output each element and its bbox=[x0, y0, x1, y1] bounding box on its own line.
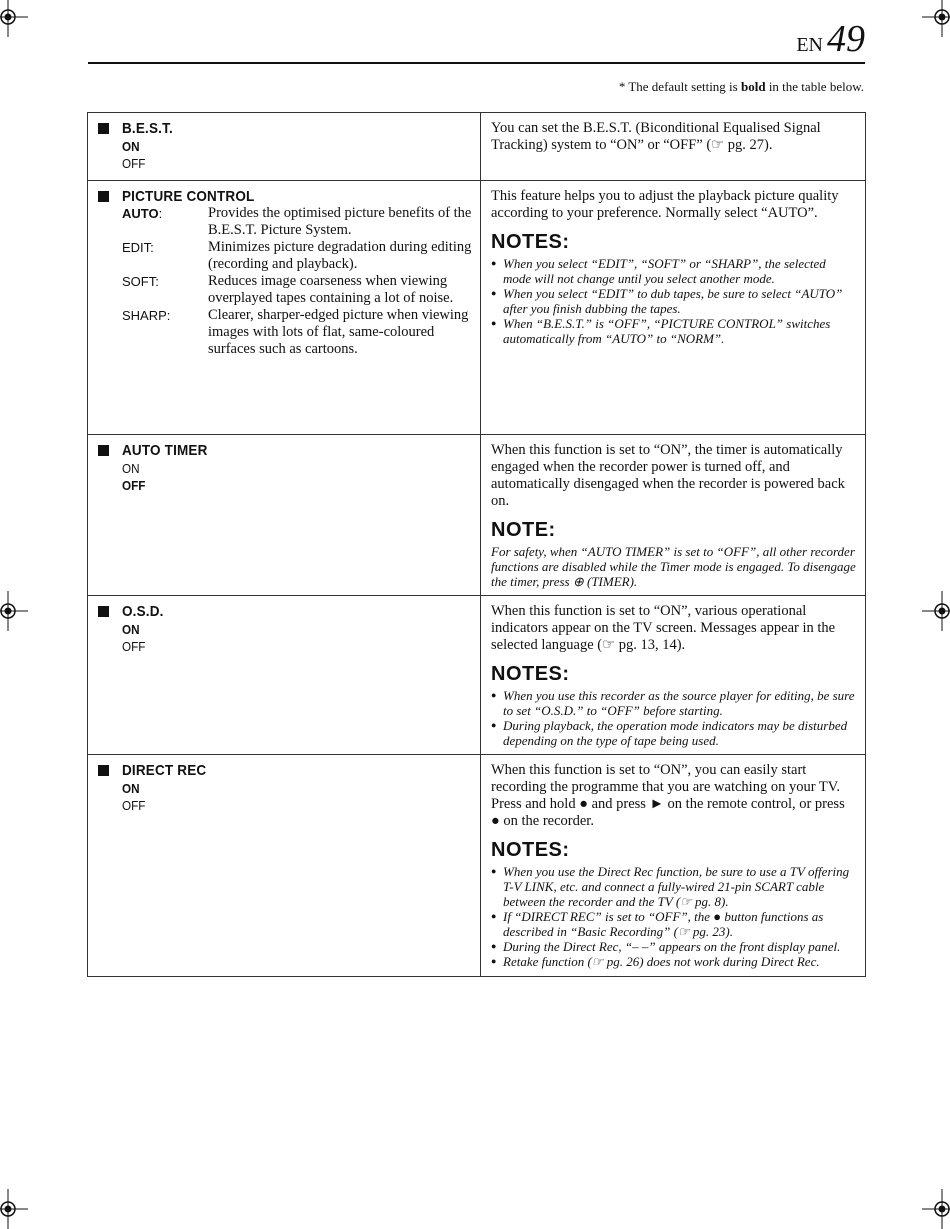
mode-description: Provides the optimised picture benefits of the B.E.S.T. Picture System. bbox=[208, 205, 472, 238]
setting-title: AUTO TIMER bbox=[122, 442, 208, 459]
setting-cell bbox=[88, 596, 481, 755]
default-setting-note bbox=[619, 79, 864, 95]
setting-description: You can set the B.E.S.T. (Biconditional Equalised Signal Tracking) system to “ON” or “OFF” (☞ pg. 27). bbox=[491, 120, 821, 153]
settings-table bbox=[87, 112, 866, 977]
setting-title: B.E.S.T. bbox=[122, 120, 173, 137]
table-row bbox=[88, 113, 866, 181]
page-number bbox=[796, 20, 865, 58]
option-item: ON bbox=[122, 461, 140, 476]
mode-description: Reduces image coarseness when viewing overplayed tapes containing a lot of noise. bbox=[208, 273, 454, 306]
notes-list bbox=[491, 864, 857, 969]
description-cell bbox=[481, 435, 866, 596]
registration-mark-bottom-right-icon bbox=[922, 1189, 950, 1229]
note-item: ● During playback, the operation mode indicators may be disturbed depending on the type of tape being used. bbox=[491, 718, 857, 748]
option-list bbox=[98, 138, 472, 172]
notes-list bbox=[491, 256, 857, 346]
setting-heading bbox=[98, 120, 472, 137]
default-note-bold: bold bbox=[740, 79, 766, 94]
note-item: ● When you select “EDIT”, “SOFT” or “SHARP”, the selected mode will not change until you select another mode. bbox=[491, 256, 857, 286]
option-item: ON bbox=[122, 781, 140, 796]
description-cell bbox=[481, 181, 866, 435]
option-item: OFF bbox=[122, 478, 146, 493]
mode-label: EDIT: bbox=[122, 240, 154, 255]
note-item: ● When you select “EDIT” to dub tapes, be sure to select “AUTO” after you finish dubbing the tapes. bbox=[491, 286, 857, 316]
option-item: OFF bbox=[122, 156, 146, 171]
mode-label bbox=[122, 205, 208, 239]
option-item: OFF bbox=[122, 639, 146, 654]
mode-label-name: AUTO bbox=[122, 206, 159, 221]
mode-description: Clearer, sharper-edged picture when viewing images with lots of flat, same-coloured surfaces such as cartoons. bbox=[208, 307, 469, 357]
note-paragraph: For safety, when “AUTO TIMER” is set to “OFF”, all other recorder functions are disabled while the Timer mode is engaged. To disengage the timer, press ⊕ (TIMER). bbox=[491, 544, 856, 589]
page-language: EN bbox=[796, 34, 823, 56]
header-rule bbox=[88, 62, 865, 64]
setting-heading bbox=[98, 442, 472, 459]
setting-title: O.S.D. bbox=[122, 603, 164, 620]
setting-heading bbox=[98, 188, 472, 205]
registration-mark-bottom-left-icon bbox=[0, 1189, 28, 1229]
mode-label-suffix: : bbox=[158, 206, 163, 221]
mode-row bbox=[98, 273, 472, 307]
registration-mark-mid-left-icon bbox=[0, 591, 28, 631]
setting-title: PICTURE CONTROL bbox=[122, 188, 255, 205]
note-item: ● When you use the Direct Rec function, be sure to use a TV offering T-V LINK, etc. and connect a fully-wired 21-pin SCART cable between the recorder and the TV (☞ pg. 8). bbox=[491, 864, 857, 909]
setting-heading bbox=[98, 762, 472, 779]
option-item: ON bbox=[122, 139, 140, 154]
setting-description: This feature helps you to adjust the playback picture quality according to your preference. Normally select “AUTO”. bbox=[491, 188, 839, 221]
default-note-suffix: in the table below. bbox=[768, 79, 864, 94]
registration-mark-top-right-icon bbox=[922, 0, 950, 37]
option-list bbox=[98, 460, 472, 494]
option-list bbox=[98, 780, 472, 814]
option-list bbox=[98, 621, 472, 655]
note-item: ● When you use this recorder as the source player for editing, be sure to set “O.S.D.” to “OFF” before starting. bbox=[491, 688, 857, 718]
setting-cell bbox=[88, 755, 481, 977]
page-number-digits: 49 bbox=[827, 18, 865, 60]
bullet-square-icon bbox=[98, 123, 109, 134]
bullet-square-icon bbox=[98, 445, 109, 456]
mode-row bbox=[98, 239, 472, 273]
mode-row bbox=[98, 307, 472, 358]
setting-description: When this function is set to “ON”, you can easily start recording the programme that you are watching on your TV. Press and hold ● and press ► on the remote control, or press ● on the recorder. bbox=[491, 762, 845, 829]
mode-row bbox=[98, 205, 472, 239]
description-cell bbox=[481, 596, 866, 755]
bullet-square-icon bbox=[98, 606, 109, 617]
mode-description: Minimizes picture degradation during editing (recording and playback). bbox=[208, 239, 472, 272]
bullet-square-icon bbox=[98, 191, 109, 202]
notes-heading: NOTE: bbox=[491, 519, 556, 541]
description-cell bbox=[481, 755, 866, 977]
setting-title: DIRECT REC bbox=[122, 762, 207, 779]
table-row bbox=[88, 596, 866, 755]
note-item: ● During the Direct Rec, “– –” appears on the front display panel. bbox=[491, 939, 857, 954]
setting-cell bbox=[88, 113, 481, 181]
description-cell bbox=[481, 113, 866, 181]
note-item: ● Retake function (☞ pg. 26) does not work during Direct Rec. bbox=[491, 954, 857, 969]
option-item: ON bbox=[122, 622, 140, 637]
notes-heading: NOTES: bbox=[491, 839, 570, 861]
notes-heading: NOTES: bbox=[491, 231, 570, 253]
mode-label: SHARP: bbox=[122, 308, 171, 323]
bullet-square-icon bbox=[98, 765, 109, 776]
table-row bbox=[88, 181, 866, 435]
notes-list bbox=[491, 688, 857, 748]
default-note-prefix: * The default setting is bbox=[618, 79, 738, 94]
table-row bbox=[88, 755, 866, 977]
setting-heading bbox=[98, 603, 472, 620]
setting-description: When this function is set to “ON”, various operational indicators appear on the TV screen. Messages appear in the selected language (☞ pg. 13, 14). bbox=[491, 603, 836, 653]
option-item: OFF bbox=[122, 798, 146, 813]
note-item: ● When “B.E.S.T.” is “OFF”, “PICTURE CONTROL” switches automatically from “AUTO” to “NORM”. bbox=[491, 316, 857, 346]
setting-cell bbox=[88, 435, 481, 596]
setting-description: When this function is set to “ON”, the timer is automatically engaged when the recorder power is turned off, and automatically disengaged when the recorder is powered back on. bbox=[491, 442, 845, 509]
note-item: ● If “DIRECT REC” is set to “OFF”, the ● button functions as described in “Basic Recording” (☞ pg. 23). bbox=[491, 909, 857, 939]
notes-heading: NOTES: bbox=[491, 663, 570, 685]
table-row bbox=[88, 435, 866, 596]
registration-mark-mid-right-icon bbox=[922, 591, 950, 631]
setting-cell bbox=[88, 181, 481, 435]
mode-label: SOFT: bbox=[122, 274, 159, 289]
registration-mark-top-left-icon bbox=[0, 0, 28, 37]
